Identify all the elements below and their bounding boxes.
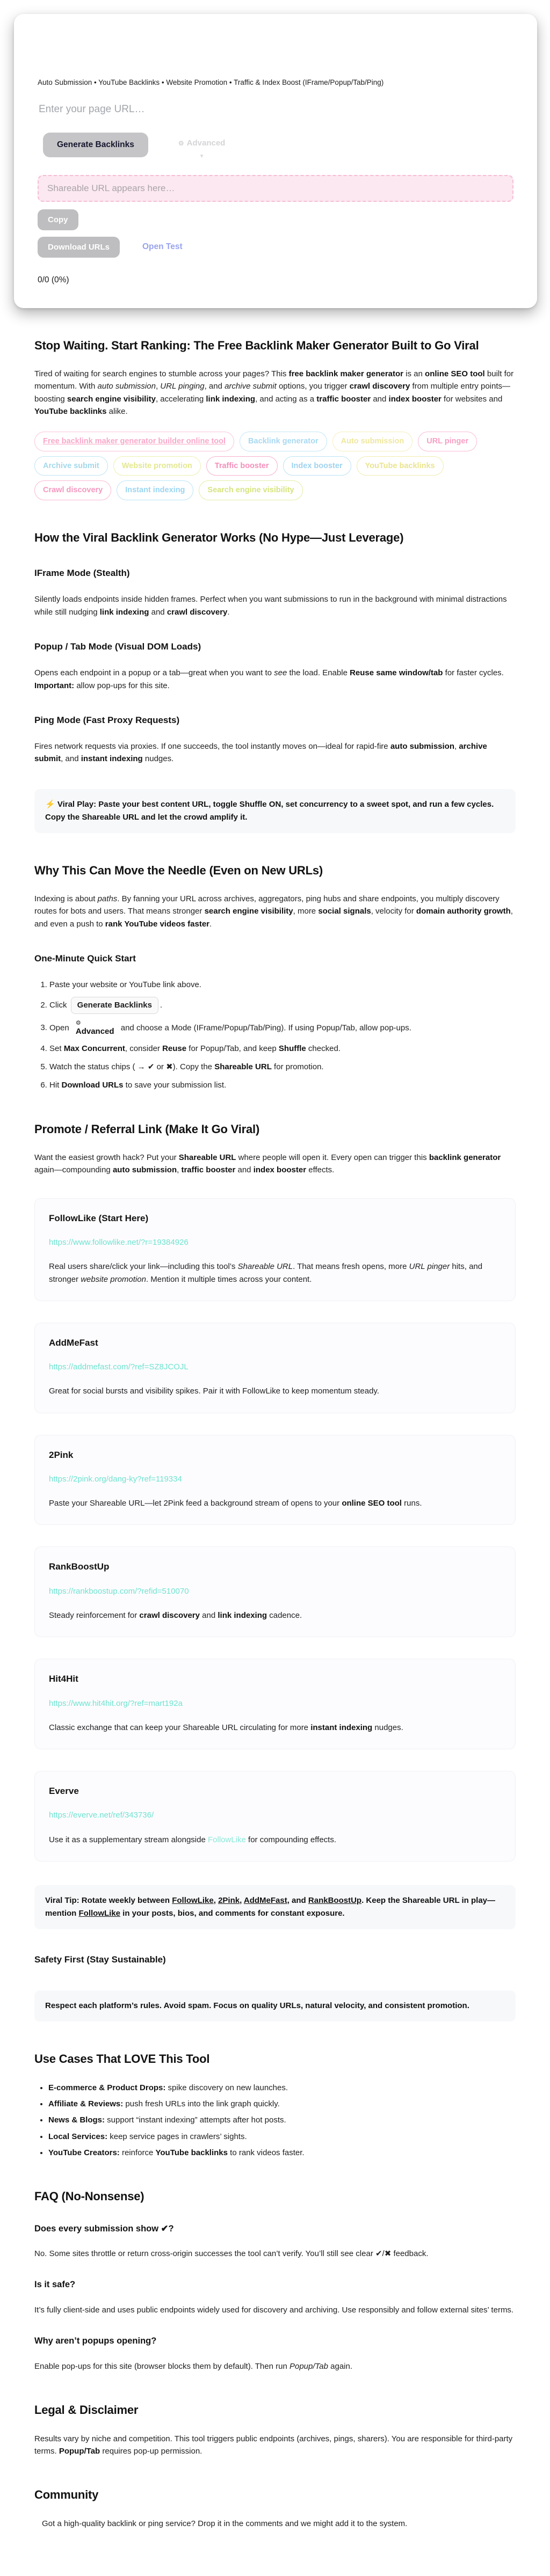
promote-heading: Promote / Referral Link (Make It Go Viral): [34, 1122, 260, 1136]
needle-paragraph: Indexing is about paths. By fanning your URL across archives, aggregators, ping hubs and share endpoints, you multiply discovery routes for bots and users. That means stronger search engine visibility, more social signals, velocity for domain authority growth, and even a push to rank YouTube videos faster.: [34, 894, 513, 929]
mode-description: Silently loads endpoints inside hidden frames. Perfect when you want submissions to run in the background with minimal distractions while still nudging link indexing and crawl discovery.: [34, 595, 507, 617]
usecase-item: • E-commerce & Product Drops: spike discovery on new launches.: [48, 2082, 516, 2094]
safety-note: Respect each platform’s rules. Avoid spam. Focus on quality URLs, natural velocity, and consistent promotion.: [34, 1990, 516, 2022]
referral-link[interactable]: https://www.hit4hit.org/?ref=mart192a: [49, 1698, 183, 1708]
service-card: [34, 1659, 516, 1749]
viral-tip-callout: Viral Tip: Rotate weekly between FollowLike, 2Pink, AddMeFast, and RankBoostUp. Keep the Shareable URL in play—mention FollowLike in your posts, bios, and comments for constant exposure.: [34, 1885, 516, 1929]
service-description: Classic exchange that can keep your Shareable URL circulating for more instant indexing nudges.: [49, 1723, 403, 1732]
copy-button[interactable]: Copy: [38, 209, 78, 230]
referral-link[interactable]: https://www.followlike.net/?r=19384926: [49, 1238, 189, 1247]
intro-paragraph: Tired of waiting for search engines to stumble across your pages? This free backlink maker generator is an online SEO tool built for momentum. With auto submission, URL pinging, and archive submit options, you trigger crawl discovery from multiple entry points—boosting search engine visibility, accelerating link indexing, and acting as a traffic booster and index booster for websites and YouTube backlinks alike.: [34, 369, 514, 416]
faq-list: [34, 2222, 516, 2373]
page-url-input[interactable]: [38, 101, 513, 128]
intro-heading: Stop Waiting. Start Ranking: The Free Backlink Maker Generator Built to Go Viral: [34, 338, 479, 352]
how-heading: How the Viral Backlink Generator Works (No Hype—Just Leverage): [34, 530, 404, 544]
keyword-chip[interactable]: YouTube backlinks: [357, 456, 444, 476]
quickstart-step: 2. Click Generate Backlinks .: [49, 997, 516, 1013]
keyword-chip[interactable]: Website promotion: [113, 456, 201, 476]
mode-title: Ping Mode (Fast Proxy Requests): [34, 714, 180, 725]
mode-title: IFrame Mode (Stealth): [34, 568, 130, 579]
legal-heading: Legal & Disclaimer: [34, 2403, 139, 2417]
mode-block: [34, 713, 516, 765]
mode-title: Popup / Tab Mode (Visual DOM Loads): [34, 641, 201, 652]
promote-paragraph: Want the easiest growth hack? Put your Shareable URL where people will open it. Every open can trigger this backlink generator again—compounding auto submission, traffic booster and index booster effects.: [34, 1153, 501, 1175]
keyword-chip[interactable]: Traffic booster: [206, 456, 278, 476]
gear-icon: ⚙: [178, 139, 184, 147]
service-description: Use it as a supplementary stream alongside FollowLike for compounding effects.: [49, 1835, 337, 1844]
referral-link[interactable]: https://2pink.org/dang-ky?ref=119334: [49, 1474, 182, 1484]
usecases-heading: Use Cases That LOVE This Tool: [34, 2052, 210, 2066]
service-name: FollowLike (Start Here): [49, 1213, 149, 1223]
referral-link[interactable]: https://addmefast.com/?ref=SZ8JCOJL: [49, 1362, 189, 1372]
shareable-url-output[interactable]: [38, 175, 513, 202]
keyword-chips: [34, 432, 516, 500]
tool-tagline: Auto Submission • YouTube Backlinks • Website Promotion • Traffic & Index Boost (IFrame/Popup/Tab/Ping): [38, 78, 384, 86]
faq-question: Is it safe?: [34, 2280, 76, 2290]
faq-heading: FAQ (No-Nonsense): [34, 2190, 144, 2203]
generate-backlinks-button[interactable]: Generate Backlinks: [43, 133, 148, 157]
service-name: AddMeFast: [49, 1337, 98, 1348]
mode-description: Fires network requests via proxies. If one succeeds, the tool instantly moves on—ideal for rapid-fire auto submission, archive submit, and instant indexing nudges.: [34, 742, 487, 764]
quickstart-step: 4. Set Max Concurrent, consider Reuse for Popup/Tab, and keep Shuffle checked.: [49, 1042, 516, 1055]
download-urls-button[interactable]: Download URLs: [38, 237, 120, 258]
service-name: Hit4Hit: [49, 1674, 78, 1684]
usecase-item: • YouTube Creators: reinforce YouTube backlinks to rank videos faster.: [48, 2147, 516, 2159]
keyword-chip[interactable]: Search engine visibility: [199, 480, 302, 500]
service-name: RankBoostUp: [49, 1561, 110, 1572]
mode-list: [34, 566, 516, 765]
service-description: Real users share/click your link—including this tool’s Shareable URL. That means fresh opens, more URL pinger hits, and stronger website promotion. Mention it multiple times across your content.: [49, 1262, 483, 1284]
service-name: Everve: [49, 1786, 79, 1797]
keyword-chip[interactable]: Instant indexing: [117, 480, 193, 500]
usecase-item: • Local Services: keep service pages in crawlers’ sights.: [48, 2130, 516, 2143]
keyword-chip[interactable]: Archive submit: [34, 456, 108, 476]
usecase-list: [34, 2082, 516, 2159]
backlink-tool-card: [14, 14, 537, 308]
faq-answer: No. Some sites throttle or return cross-origin successes the tool can’t verify. You’ll still see clear ✔/✖ feedback.: [34, 2249, 429, 2259]
legal-paragraph: Results vary by niche and competition. This tool triggers public endpoints (archives, pings, sharers). You are responsible for third-party terms. Popup/Tab requires pop-up permission.: [34, 2434, 513, 2456]
advanced-label: Advanced: [186, 138, 226, 148]
service-description: Paste your Shareable URL—let 2Pink feed a background stream of opens to your online SEO tool runs.: [49, 1499, 422, 1508]
keyword-chip[interactable]: Backlink generator: [240, 432, 327, 451]
faq-answer: Enable pop-ups for this site (browser blocks them by default). Then run Popup/Tab again.: [34, 2361, 353, 2371]
service-card: [34, 1435, 516, 1526]
service-name: 2Pink: [49, 1449, 74, 1460]
community-heading: Community: [34, 2488, 99, 2501]
faq-item: [34, 2334, 516, 2373]
faq-answer: It’s fully client-side and uses public endpoints widely used for discovery and archiving. Use responsibly and follow external sites’ terms.: [34, 2305, 514, 2315]
viral-play-callout: ⚡ Viral Play: Paste your best content URL, toggle Shuffle ON, set concurrency to a sweet spot, and run a few cycles. Copy the Shareable URL and let the crowd amplify it.: [34, 789, 516, 833]
chevron-down-icon: ▼: [199, 154, 205, 160]
referral-link[interactable]: https://rankboostup.com/?refid=510070: [49, 1586, 189, 1596]
keyword-chip[interactable]: Crawl discovery: [34, 480, 111, 500]
service-description: Steady reinforcement for crawl discovery and link indexing cadence.: [49, 1611, 302, 1621]
service-card: [34, 1771, 516, 1862]
usecase-item: • Affiliate & Reviews: push fresh URLs into the link graph quickly.: [48, 2098, 516, 2110]
mode-block: [34, 566, 516, 618]
faq-item: [34, 2222, 516, 2260]
keyword-chip[interactable]: Auto submission: [332, 432, 413, 451]
keyword-chip[interactable]: Index booster: [283, 456, 351, 476]
service-card: [34, 1323, 516, 1413]
mode-description: Opens each endpoint in a popup or a tab—great when you want to see the load. Enable Reuse same window/tab for faster cycles. Important: allow pop-ups for this site.: [34, 668, 504, 690]
safety-heading: Safety First (Stay Sustainable): [34, 1954, 166, 1965]
keyword-chip[interactable]: Free backlink maker generator builder online tool: [34, 432, 234, 451]
quickstart-step: 3. Open ⚙ Advanced and choose a Mode (IFrame/Popup/Tab/Ping). If using Popup/Tab, allow pop-ups.: [49, 1020, 516, 1037]
open-test-link[interactable]: Open Test: [142, 242, 183, 252]
quickstart-step: 6. Hit Download URLs to save your submission list.: [49, 1079, 516, 1091]
quickstart-step: 5. Watch the status chips ( → ✔ or ✖). Copy the Shareable URL for promotion.: [49, 1061, 516, 1073]
service-card: [34, 1546, 516, 1637]
mode-block: [34, 640, 516, 692]
service-card: [34, 1198, 516, 1301]
referral-link[interactable]: https://everve.net/ref/343736/: [49, 1811, 154, 1820]
seo-article: [34, 338, 516, 2530]
usecase-item: • News & Blogs: support “instant indexing” attempts after hot posts.: [48, 2114, 516, 2126]
faq-item: [34, 2278, 516, 2316]
community-paragraph: Got a high-quality backlink or ping service? Drop it in the comments and we might add it to the system.: [42, 2519, 408, 2528]
service-description: Great for social bursts and visibility spikes. Pair it with FollowLike to keep momentum steady.: [49, 1386, 379, 1396]
keyword-chip[interactable]: URL pinger: [418, 432, 477, 451]
progress-status: 0/0 (0%): [38, 275, 69, 284]
advanced-toggle[interactable]: [178, 137, 225, 161]
needle-heading: Why This Can Move the Needle (Even on New URLs): [34, 863, 323, 877]
service-card-list: [34, 1198, 516, 1862]
faq-question: Why aren’t popups opening?: [34, 2336, 157, 2346]
quickstart-heading: One-Minute Quick Start: [34, 953, 136, 964]
quickstart-steps: [34, 979, 516, 1091]
faq-question: Does every submission show ✔?: [34, 2223, 174, 2234]
quickstart-step: 1. Paste your website or YouTube link above.: [49, 979, 516, 991]
